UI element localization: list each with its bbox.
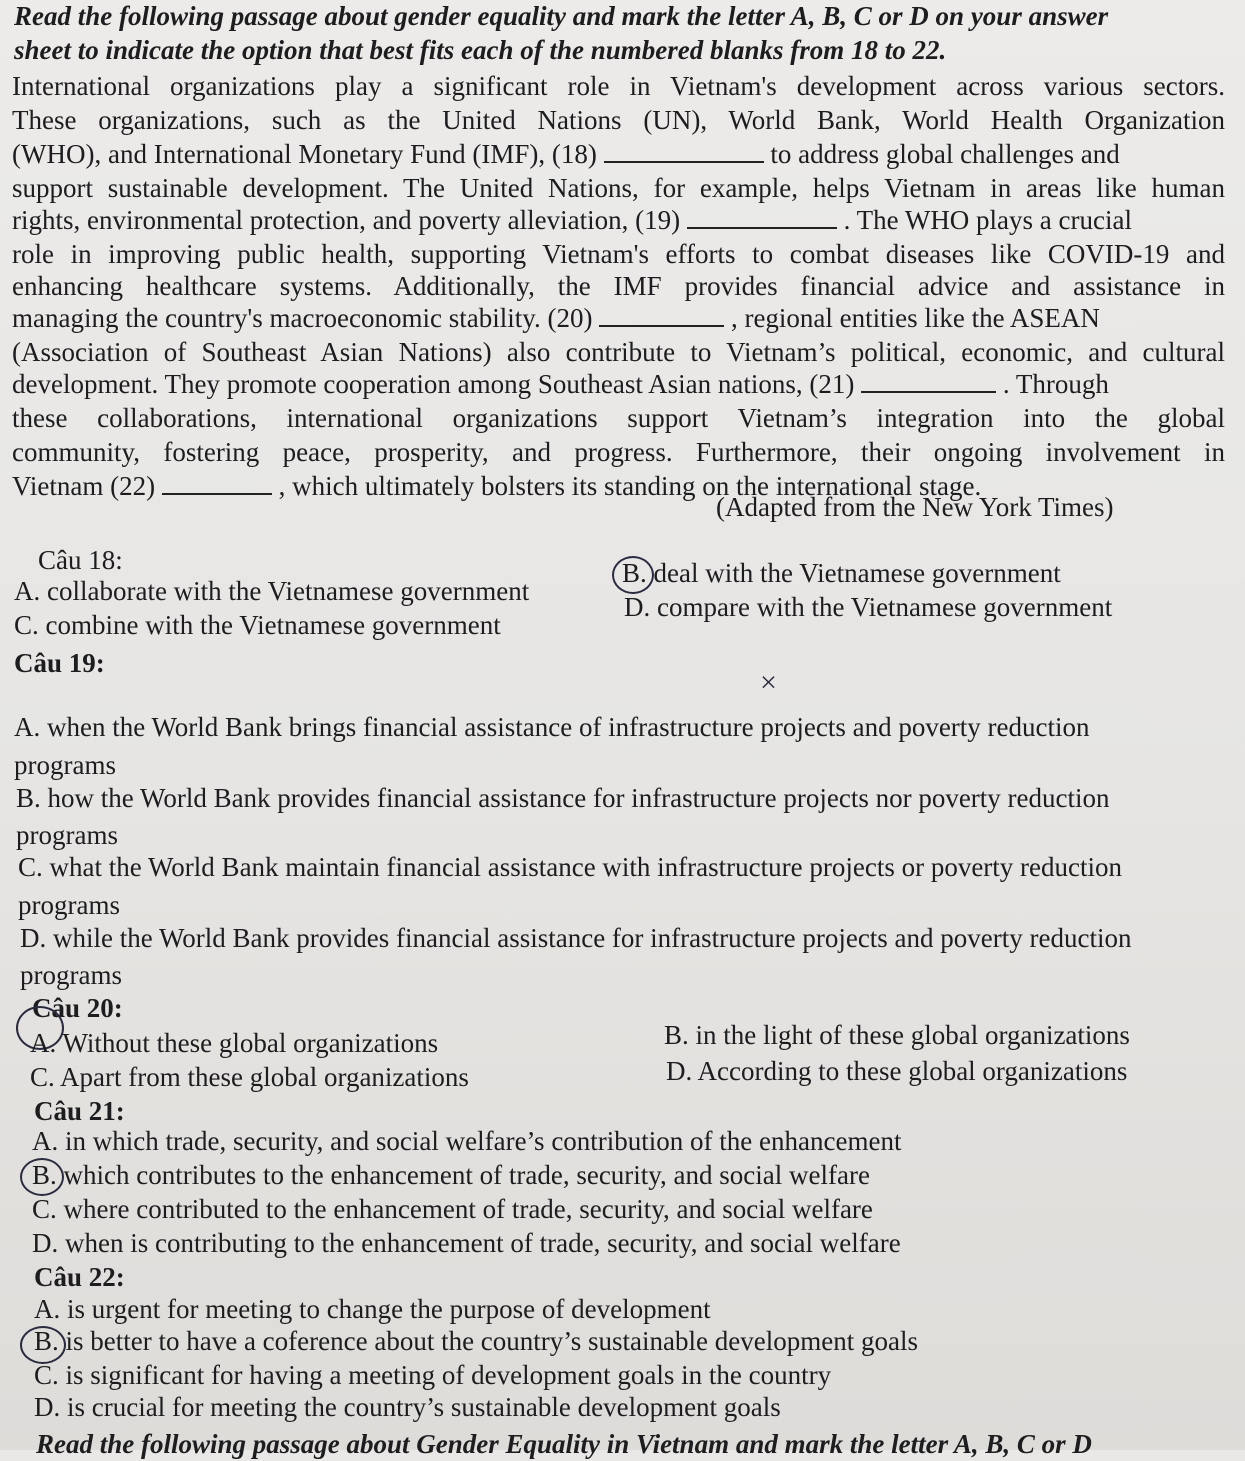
passage-text: to address global challenges and [770, 139, 1120, 169]
question-22-label: Câu 22: [34, 1262, 125, 1292]
passage-text: rights, environmental protection, and poverty alleviation, (19) [12, 205, 681, 235]
instruction-line-1: Read the following passage about gender equality and mark the letter A, B, C or D on your answer [14, 1, 1109, 31]
passage-text: . The WHO plays a crucial [843, 205, 1132, 235]
passage-text: , regional entities like the ASEAN [730, 303, 1100, 333]
blank-18 [604, 139, 764, 163]
passage-text: . Through [1002, 369, 1109, 399]
q19-option-b-line-2: programs [16, 820, 118, 850]
passage-line-10 [12, 368, 1225, 401]
q18-option-b: B. deal with the Vietnamese government [622, 558, 1061, 588]
passage-line-11: these collaborations, international organizations support Vietnam’s integration into the global [12, 403, 1225, 433]
question-19-label: Câu 19: [14, 648, 105, 678]
blank-20 [599, 303, 724, 327]
passage-line-8 [12, 302, 1225, 335]
q19-option-b-line-1: B. how the World Bank provides financial assistance for infrastructure projects nor poverty reduction [16, 783, 1110, 813]
passage-text: managing the country's macroeconomic stability. (20) [12, 303, 593, 333]
source-citation: (Adapted from the New York Times) [716, 492, 1114, 522]
next-instruction-partial: Read the following passage about Gender Equality in Vietnam and mark the letter A, B, C or D [36, 1429, 1092, 1459]
instruction-line-2: sheet to indicate the option that best fits each of the numbered blanks from 18 to 22. [14, 35, 947, 65]
passage-line-7: enhancing healthcare systems. Additionally, the IMF provides financial advice and assistance in [12, 271, 1225, 301]
q20-option-c: C. Apart from these global organizations [30, 1062, 469, 1092]
passage-line-3 [12, 138, 1225, 171]
passage-line-12: community, fostering peace, prosperity, and progress. Furthermore, their ongoing involvement in [12, 437, 1225, 467]
q22-option-c: C. is significant for having a meeting of development goals in the country [34, 1360, 832, 1390]
q20-option-d: D. According to these global organizations [666, 1056, 1128, 1086]
passage-line-2: These organizations, such as the United Nations (UN), World Bank, World Health Organization [12, 105, 1225, 135]
passage-text: development. They promote cooperation among Southeast Asian nations, (21) [12, 369, 855, 399]
question-20-label: Câu 20: [32, 993, 123, 1023]
handwritten-x-mark: × [760, 666, 777, 699]
answer-circle-q18 [612, 556, 654, 594]
q21-option-b: B. which contributes to the enhancement of trade, security, and social welfare [32, 1160, 870, 1190]
q19-option-c-line-1: C. what the World Bank maintain financial assistance with infrastructure projects or poverty reduction [18, 852, 1123, 882]
q22-option-d: D. is crucial for meeting the country’s sustainable development goals [34, 1392, 781, 1422]
q18-option-d: D. compare with the Vietnamese government [624, 592, 1113, 622]
q19-option-c-line-2: programs [18, 890, 120, 920]
q19-option-a-line-2: programs [14, 750, 116, 780]
blank-22 [162, 471, 272, 495]
passage-line-5 [12, 204, 1225, 237]
passage-line-4: support sustainable development. The United Nations, for example, helps Vietnam in areas like human [12, 173, 1225, 203]
q21-option-d: D. when is contributing to the enhancement of trade, security, and social welfare [32, 1228, 901, 1258]
passage-line-6: role in improving public health, supporting Vietnam's efforts to combat diseases like COVID-19 and [12, 239, 1225, 269]
question-18-label: Câu 18: [38, 545, 123, 575]
q21-option-a: A. in which trade, security, and social welfare’s contribution of the enhancement [32, 1126, 902, 1156]
q22-option-b: B. is better to have a coference about the country’s sustainable development goals [34, 1326, 918, 1356]
q21-option-c: C. where contributed to the enhancement of trade, security, and social welfare [32, 1194, 873, 1224]
blank-19 [687, 205, 837, 229]
passage-text: Vietnam (22) [12, 471, 156, 501]
question-21-label: Câu 21: [34, 1096, 125, 1126]
q19-option-d-line-2: programs [20, 960, 122, 990]
passage-text: (WHO), and International Monetary Fund (IMF), (18) [12, 139, 597, 169]
q20-option-a: A. Without these global organizations [30, 1028, 439, 1058]
passage-text: , which ultimately bolsters its standing on the international stage. [278, 471, 982, 501]
q18-option-a: A. collaborate with the Vietnamese government [14, 576, 530, 606]
q19-option-a-line-1: A. when the World Bank brings financial assistance of infrastructure projects and poverty reduction [14, 712, 1090, 742]
q22-option-a: A. is urgent for meeting to change the purpose of development [34, 1294, 711, 1324]
passage-line-1: International organizations play a significant role in Vietnam's development across various sectors. [12, 71, 1225, 101]
passage-line-9: (Association of Southeast Asian Nations) also contribute to Vietnam’s political, economic, and cultural [12, 337, 1225, 367]
q18-option-c: C. combine with the Vietnamese government [14, 610, 501, 640]
blank-21 [861, 369, 996, 393]
q19-option-d-line-1: D. while the World Bank provides financial assistance for infrastructure projects and poverty reduction [20, 923, 1132, 953]
q20-option-b: B. in the light of these global organizations [664, 1020, 1130, 1050]
